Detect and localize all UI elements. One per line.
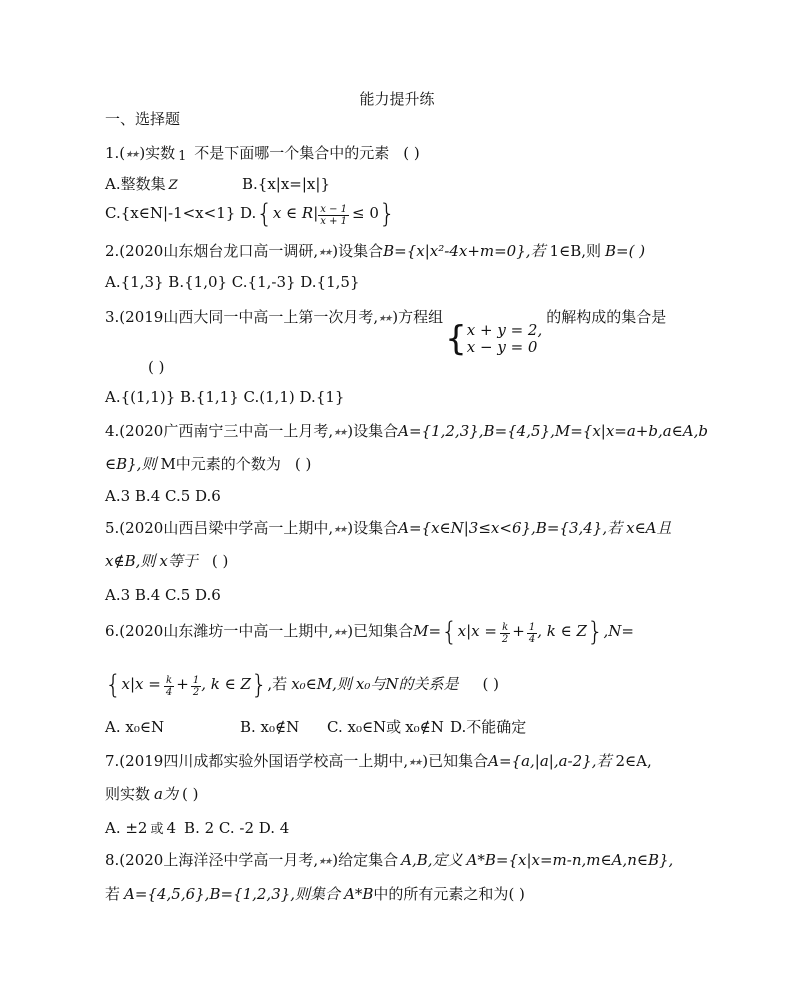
question-3-options: A.{(1,1)} B.{1,1} C.(1,1) D.{1} xyxy=(105,388,345,406)
q8-num: 8.(2020 xyxy=(105,851,164,869)
q6-m-label: M= xyxy=(413,622,442,640)
q6-text-a: )已知集合 xyxy=(347,622,414,640)
q1-num: 1.( xyxy=(105,144,126,162)
answer-blank: ( ) xyxy=(148,358,165,376)
q5-text-a: )设集合 xyxy=(347,519,399,537)
q6-n-tail: , k ∈ Z xyxy=(201,675,251,693)
q7-text-c: a为 xyxy=(154,785,178,803)
q7-options-rest: B. 2 C. -2 D. 4 xyxy=(184,819,290,837)
question-6-stem: 6.(2020山东潍坊一中高一上期中,★★ )已知集合M={x|x = $\frac{k}{2}$ + $\frac{1}{4}$ , k ∈ Z},N= xyxy=(105,617,634,647)
q5-source: 山西吕梁中学高一上期中, xyxy=(163,519,334,537)
q5-cond: x∈A且 xyxy=(626,519,672,537)
q6-cond: x₀∈M,则 xyxy=(291,675,352,693)
q6-n-set: x|x = xyxy=(121,675,161,693)
q2-set: B={x|x²-4x+m=0},若 xyxy=(383,242,546,260)
q6-option-c: C. x₀∈N或 x₀∉N xyxy=(327,718,444,736)
q5-text-b: x等于 xyxy=(159,552,198,570)
q1-text-a: )实数 xyxy=(139,144,176,162)
q4-cond: ∈B},则 xyxy=(105,455,157,473)
q1-text-b: 不是下面哪一个集合中的元素 xyxy=(189,144,390,162)
question-1-stem xyxy=(105,143,420,167)
question-8-stem xyxy=(105,850,673,872)
page-title: 能力提升练 xyxy=(359,90,435,108)
q3-text-b: 的解构成的集合是 xyxy=(546,308,667,326)
q4-sets: A={1,2,3},B={4,5},M={x|x=a+b,a∈A,b xyxy=(398,422,708,440)
question-7-stem xyxy=(105,751,652,773)
q4-source: 广西南宁三中高一上月考, xyxy=(163,422,334,440)
q1-option-d-tail: ≤ 0 xyxy=(352,204,379,222)
q6-m-fraction-const: $\frac{1}{4}$ xyxy=(528,622,536,645)
q8-text-b: A,B,定义 xyxy=(401,851,463,869)
q6-m-set: x|x = xyxy=(457,622,497,640)
question-6-stem-cont: {x|x = $\frac{k}{4}$ + $\frac{1}{2}$ , k ∈ Z},若 x₀∈M,则 x₀与N的关系是 ( ) xyxy=(105,670,500,700)
answer-blank: ( ) xyxy=(482,675,500,693)
q4-text-b: M中元素的个数为 xyxy=(160,455,281,473)
q3-text-a: )方程组 xyxy=(392,308,444,326)
q1-option-a-symbol: Z xyxy=(168,178,178,193)
q3-eq1: x + y = 2, xyxy=(466,321,543,339)
answer-blank: ( ) xyxy=(403,144,420,162)
q7-num: 7.(2019 xyxy=(105,752,164,770)
q5-sets: A={x∈N|3≤x<6},B={3,4},若 xyxy=(398,519,623,537)
q2-cond: 1∈B,则 xyxy=(549,242,601,260)
question-2-options: A.{1,3} B.{1,0} C.{1,-3} D.{1,5} xyxy=(105,273,360,291)
question-5-stem-cont xyxy=(105,551,228,571)
q2-num: 2.(2020 xyxy=(105,242,164,260)
q1-option-a: A.整数集 xyxy=(105,175,166,193)
answer-blank: ( ) xyxy=(294,455,312,473)
difficulty-star-icon: ★★ xyxy=(378,314,391,324)
q6-text-b: ,若 xyxy=(267,675,288,693)
q1-fraction: $\frac{x - 1}{x + 1}$ xyxy=(320,204,348,227)
question-4-stem-cont xyxy=(105,454,311,474)
q1-option-d-set: x ∈ R| xyxy=(272,204,319,222)
difficulty-star-icon: ★★ xyxy=(333,628,346,638)
q2-text-a: )设集合 xyxy=(332,242,384,260)
q8-text-a: )给定集合 xyxy=(332,851,399,869)
q6-n-label: ,N= xyxy=(603,622,634,640)
q1-option-d-label: D. xyxy=(240,204,257,222)
q5-num: 5.(2020 xyxy=(105,519,164,537)
q2-blank: B=( ) xyxy=(605,242,646,260)
q1-option-c: C.{x∈N|-1<x<1} xyxy=(105,204,236,222)
q8-definition: A*B={x|x=m-n,m∈A,n∈B}, xyxy=(466,851,674,869)
q6-n-fraction-k: $\frac{k}{4}$ xyxy=(165,675,173,698)
q7-source: 四川成都实验外国语学校高一上期中, xyxy=(163,752,409,770)
q6-text-d: N的关系是 xyxy=(385,675,459,693)
q7-option-a: A. ±2 xyxy=(105,819,148,837)
q2-source: 山东烟台龙口高一调研, xyxy=(163,242,319,260)
q8-sets: A={4,5,6},B={1,2,3},则集合 xyxy=(124,885,341,903)
q3-eq2: x − y = 0 xyxy=(466,338,538,356)
question-2-stem xyxy=(105,241,645,263)
q8-text-d: 中的所有元素之和为 xyxy=(373,885,509,903)
difficulty-star-icon: ★★ xyxy=(318,248,331,258)
q6-source: 山东潍坊一中高一上期中, xyxy=(163,622,334,640)
q7-text-b: 则实数 xyxy=(105,785,151,803)
question-5-options: A.3 B.4 C.5 D.6 xyxy=(105,586,221,604)
q3-num: 3.(2019 xyxy=(105,308,164,326)
difficulty-star-icon: ★★ xyxy=(408,758,421,768)
question-7-stem-cont xyxy=(105,784,198,804)
q1-option-d: D.{x ∈ R| $\frac{x - 1}{x + 1}$ ≤ 0} xyxy=(240,199,396,229)
answer-blank: ( ) xyxy=(181,785,199,803)
q6-num: 6.(2020 xyxy=(105,622,164,640)
question-5-stem xyxy=(105,518,672,540)
q1-option-b: B.{x|x=|x|} xyxy=(242,175,330,193)
answer-blank: ( ) xyxy=(508,885,525,903)
q4-num: 4.(2020 xyxy=(105,422,164,440)
question-3-stem xyxy=(105,307,666,357)
q3-source: 山西大同一中高一上第一次月考, xyxy=(163,308,379,326)
q1-number: 1 xyxy=(178,149,187,164)
q7-text-a: )已知集合 xyxy=(422,752,489,770)
q3-equation-system: { x + y = 2, x − y = 0 xyxy=(445,319,543,359)
q6-m-fraction-k: $\frac{k}{2}$ xyxy=(501,622,509,645)
q6-m-tail: , k ∈ Z xyxy=(537,622,587,640)
question-4-options: A.3 B.4 C.5 D.6 xyxy=(105,487,221,505)
q6-option-b: B. x₀∉N xyxy=(240,718,300,736)
section-heading: 一、选择题 xyxy=(105,110,181,128)
difficulty-star-icon: ★★ xyxy=(333,428,346,438)
q8-source: 上海洋泾中学高一月考, xyxy=(163,851,319,869)
q6-text-c: x₀与 xyxy=(355,675,386,693)
q4-text-a: )设集合 xyxy=(347,422,399,440)
question-8-stem-cont xyxy=(105,884,525,904)
q8-text-c: 若 xyxy=(105,885,121,903)
difficulty-star-icon: ★★ xyxy=(333,525,346,535)
q6-option-d: D.不能确定 xyxy=(450,718,527,736)
question-7-options: A. ±2 或 4 B. 2 C. -2 D. 4 xyxy=(105,819,290,837)
difficulty-star-icon: ★★ xyxy=(318,857,331,867)
q8-op: A*B xyxy=(344,885,374,903)
answer-blank: ( ) xyxy=(211,552,229,570)
difficulty-star-icon: ★★ xyxy=(125,150,138,160)
q7-set: A={a,|a|,a-2},若 xyxy=(488,752,612,770)
q7-cond: 2∈A, xyxy=(615,752,652,770)
q5-cond-b: x∉B,则 xyxy=(105,552,156,570)
q6-option-a: A. x₀∈N xyxy=(105,718,165,736)
question-4-stem xyxy=(105,421,708,443)
q6-n-fraction-const: $\frac{1}{2}$ xyxy=(192,675,200,698)
